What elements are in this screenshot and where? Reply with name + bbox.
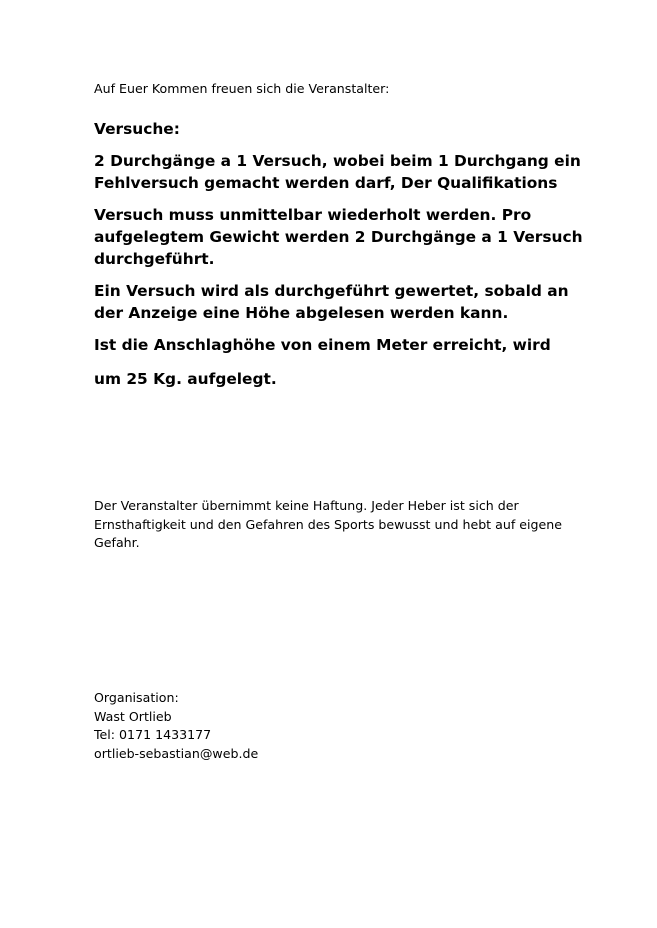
rules-paragraph-3-line: Ein Versuch wird als durchgeführt gewertet, sobald an <box>94 282 569 300</box>
rules-paragraph-4: Ist die Anschlaghöhe von einem Meter erreicht, wird <box>94 336 551 354</box>
contact-block <box>94 689 258 763</box>
rules-paragraph-1-line: Fehlversuch gemacht werden darf, Der Qualifikations <box>94 174 558 192</box>
rules-paragraph-2 <box>94 204 583 270</box>
rules-paragraph-1 <box>94 150 581 194</box>
rules-paragraph-3-line: der Anzeige eine Höhe abgelesen werden kann. <box>94 304 509 322</box>
rules-paragraph-5: um 25 Kg. aufgelegt. <box>94 370 277 388</box>
contact-label: Organisation: <box>94 690 179 705</box>
disclaimer-line: Gefahr. <box>94 535 140 550</box>
rules-paragraph-2-line: Versuch muss unmittelbar wiederholt werden. Pro <box>94 206 532 224</box>
disclaimer-line: Ernsthaftigkeit und den Gefahren des Sports bewusst und hebt auf eigene <box>94 516 562 532</box>
rules-heading: Versuche: <box>94 120 180 138</box>
rules-paragraph-3 <box>94 280 569 324</box>
rules-paragraph-2-line: aufgelegtem Gewicht werden 2 Durchgänge a 1 Versuch <box>94 228 583 246</box>
rules-paragraph-1-line: 2 Durchgänge a 1 Versuch, wobei beim 1 Durchgang ein <box>94 152 581 170</box>
contact-name: Wast Ortlieb <box>94 708 172 724</box>
disclaimer-line: Der Veranstalter übernimmt keine Haftung. Jeder Heber ist sich der <box>94 498 519 513</box>
intro-text: Auf Euer Kommen freuen sich die Veranstalter: <box>94 81 390 96</box>
contact-phone: Tel: 0171 1433177 <box>94 727 212 742</box>
contact-email: ortlieb-sebastian@web.de <box>94 745 259 761</box>
disclaimer <box>94 497 562 553</box>
rules-paragraph-2-line: durchgeführt. <box>94 250 215 268</box>
